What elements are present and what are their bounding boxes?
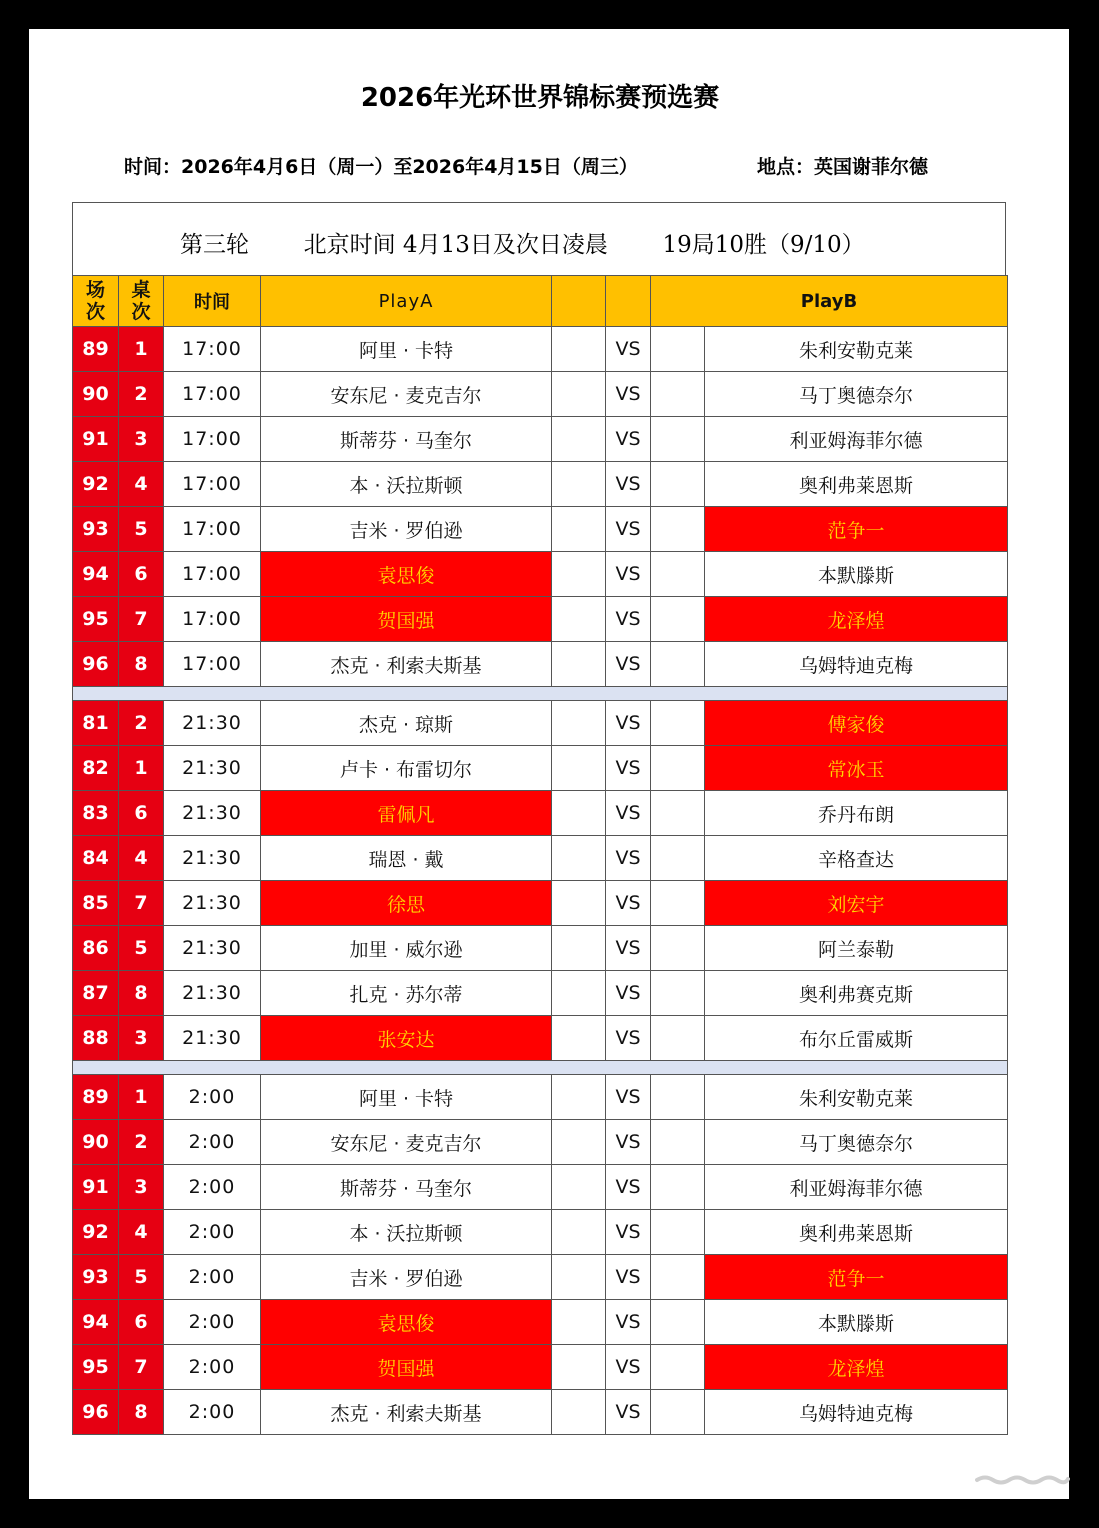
score-b bbox=[651, 462, 705, 507]
player-a: 杰克 · 利索夫斯基 bbox=[261, 642, 552, 687]
table-number: 3 bbox=[119, 1165, 164, 1210]
match-number: 91 bbox=[73, 1165, 119, 1210]
player-a: 卢卡 · 布雷切尔 bbox=[261, 746, 552, 791]
match-time: 2:00 bbox=[164, 1120, 261, 1165]
vs-label: VS bbox=[606, 926, 651, 971]
vs-label: VS bbox=[606, 327, 651, 372]
score-b bbox=[651, 1255, 705, 1300]
vs-label: VS bbox=[606, 642, 651, 687]
match-number: 87 bbox=[73, 971, 119, 1016]
player-a: 本 · 沃拉斯顿 bbox=[261, 1210, 552, 1255]
table-number: 2 bbox=[119, 1120, 164, 1165]
vs-label: VS bbox=[606, 507, 651, 552]
player-a: 吉米 · 罗伯逊 bbox=[261, 1255, 552, 1300]
score-b bbox=[651, 1390, 705, 1435]
match-time: 17:00 bbox=[164, 327, 261, 372]
table-number: 3 bbox=[119, 1016, 164, 1061]
table-number: 8 bbox=[119, 1390, 164, 1435]
table-number: 7 bbox=[119, 881, 164, 926]
score-b bbox=[651, 642, 705, 687]
header-time: 时间 bbox=[164, 276, 261, 327]
score-b bbox=[651, 552, 705, 597]
match-time: 21:30 bbox=[164, 791, 261, 836]
player-b: 范争一 bbox=[705, 507, 1008, 552]
round-format: 19局10胜（9/10） bbox=[662, 232, 865, 258]
score-a bbox=[552, 791, 606, 836]
match-time: 2:00 bbox=[164, 1255, 261, 1300]
vs-label: VS bbox=[606, 552, 651, 597]
session-separator-cell bbox=[73, 687, 1008, 701]
match-time: 2:00 bbox=[164, 1210, 261, 1255]
vs-label: VS bbox=[606, 791, 651, 836]
score-a bbox=[552, 507, 606, 552]
table-row bbox=[73, 417, 1008, 462]
match-number: 96 bbox=[73, 642, 119, 687]
table-row bbox=[73, 1120, 1008, 1165]
match-time: 17:00 bbox=[164, 642, 261, 687]
table-number: 6 bbox=[119, 1300, 164, 1345]
match-number: 88 bbox=[73, 1016, 119, 1061]
table-header-row bbox=[73, 276, 1008, 327]
table-row bbox=[73, 507, 1008, 552]
page-title: 2026年光环世界锦标赛预选赛 bbox=[360, 83, 720, 113]
table-row bbox=[73, 1390, 1008, 1435]
vs-label: VS bbox=[606, 1210, 651, 1255]
player-b: 乔丹布朗 bbox=[705, 791, 1008, 836]
vs-label: VS bbox=[606, 462, 651, 507]
table-number: 5 bbox=[119, 926, 164, 971]
header-table-no-label: 桌次 bbox=[131, 279, 151, 323]
player-b: 龙泽煌 bbox=[705, 1345, 1008, 1390]
vs-label: VS bbox=[606, 746, 651, 791]
score-b bbox=[651, 1345, 705, 1390]
player-b: 乌姆特迪克梅 bbox=[705, 1390, 1008, 1435]
match-number: 92 bbox=[73, 1210, 119, 1255]
player-b: 范争一 bbox=[705, 1255, 1008, 1300]
table-row bbox=[73, 552, 1008, 597]
match-time: 21:30 bbox=[164, 746, 261, 791]
player-b: 奥利弗莱恩斯 bbox=[705, 462, 1008, 507]
event-location: 地点：英国谢菲尔德 bbox=[757, 156, 929, 178]
player-b: 朱利安勒克莱 bbox=[705, 1075, 1008, 1120]
match-number: 85 bbox=[73, 881, 119, 926]
match-number: 82 bbox=[73, 746, 119, 791]
header-match-no bbox=[73, 276, 119, 327]
match-time: 2:00 bbox=[164, 1075, 261, 1120]
vs-label: VS bbox=[606, 1255, 651, 1300]
player-a: 加里 · 威尔逊 bbox=[261, 926, 552, 971]
player-b: 刘宏宇 bbox=[705, 881, 1008, 926]
player-b: 利亚姆海菲尔德 bbox=[705, 1165, 1008, 1210]
player-b: 本默滕斯 bbox=[705, 552, 1008, 597]
score-b bbox=[651, 327, 705, 372]
match-number: 89 bbox=[73, 327, 119, 372]
vs-label: VS bbox=[606, 597, 651, 642]
score-b bbox=[651, 971, 705, 1016]
event-dates: 时间：2026年4月6日（周一）至2026年4月15日（周三） bbox=[124, 156, 638, 178]
table-number: 4 bbox=[119, 1210, 164, 1255]
player-a: 阿里 · 卡特 bbox=[261, 327, 552, 372]
player-b: 布尔丘雷威斯 bbox=[705, 1016, 1008, 1061]
score-a bbox=[552, 1390, 606, 1435]
table-number: 2 bbox=[119, 372, 164, 417]
table-row bbox=[73, 701, 1008, 746]
table-number: 8 bbox=[119, 642, 164, 687]
player-a: 张安达 bbox=[261, 1016, 552, 1061]
score-b bbox=[651, 1120, 705, 1165]
match-time: 21:30 bbox=[164, 701, 261, 746]
player-b: 马丁奥德奈尔 bbox=[705, 372, 1008, 417]
score-a bbox=[552, 372, 606, 417]
player-a: 徐思 bbox=[261, 881, 552, 926]
score-a bbox=[552, 642, 606, 687]
table-number: 5 bbox=[119, 1255, 164, 1300]
match-time: 21:30 bbox=[164, 836, 261, 881]
session-separator-cell bbox=[73, 1061, 1008, 1075]
match-number: 96 bbox=[73, 1390, 119, 1435]
player-a: 安东尼 · 麦克吉尔 bbox=[261, 1120, 552, 1165]
player-b: 本默滕斯 bbox=[705, 1300, 1008, 1345]
score-a bbox=[552, 926, 606, 971]
table-row bbox=[73, 462, 1008, 507]
player-a: 扎克 · 苏尔蒂 bbox=[261, 971, 552, 1016]
player-b: 常冰玉 bbox=[705, 746, 1008, 791]
score-a bbox=[552, 1300, 606, 1345]
score-a bbox=[552, 597, 606, 642]
table-row bbox=[73, 971, 1008, 1016]
player-a: 袁思俊 bbox=[261, 1300, 552, 1345]
match-time: 21:30 bbox=[164, 881, 261, 926]
score-a bbox=[552, 746, 606, 791]
vs-label: VS bbox=[606, 881, 651, 926]
score-b bbox=[651, 881, 705, 926]
score-a bbox=[552, 1255, 606, 1300]
table-row bbox=[73, 642, 1008, 687]
match-time: 2:00 bbox=[164, 1300, 261, 1345]
table-row bbox=[73, 372, 1008, 417]
table-number: 8 bbox=[119, 971, 164, 1016]
player-a: 阿里 · 卡特 bbox=[261, 1075, 552, 1120]
match-number: 90 bbox=[73, 372, 119, 417]
table-row bbox=[73, 836, 1008, 881]
vs-label: VS bbox=[606, 1016, 651, 1061]
vs-label: VS bbox=[606, 1345, 651, 1390]
table-number: 4 bbox=[119, 462, 164, 507]
match-time: 17:00 bbox=[164, 552, 261, 597]
score-b bbox=[651, 597, 705, 642]
player-b: 马丁奥德奈尔 bbox=[705, 1120, 1008, 1165]
match-number: 94 bbox=[73, 552, 119, 597]
player-a: 杰克 · 利索夫斯基 bbox=[261, 1390, 552, 1435]
score-b bbox=[651, 836, 705, 881]
player-a: 瑞恩 · 戴 bbox=[261, 836, 552, 881]
score-a bbox=[552, 836, 606, 881]
score-a bbox=[552, 552, 606, 597]
score-b bbox=[651, 926, 705, 971]
player-a: 贺国强 bbox=[261, 1345, 552, 1390]
score-a bbox=[552, 1210, 606, 1255]
table-number: 2 bbox=[119, 701, 164, 746]
match-number: 90 bbox=[73, 1120, 119, 1165]
session-separator bbox=[73, 1061, 1008, 1075]
player-a: 贺国强 bbox=[261, 597, 552, 642]
header-blank-a bbox=[552, 276, 606, 327]
match-number: 91 bbox=[73, 417, 119, 462]
score-a bbox=[552, 1016, 606, 1061]
score-a bbox=[552, 1165, 606, 1210]
player-b: 奥利弗莱恩斯 bbox=[705, 1210, 1008, 1255]
match-time: 17:00 bbox=[164, 462, 261, 507]
match-number: 95 bbox=[73, 597, 119, 642]
vs-label: VS bbox=[606, 701, 651, 746]
match-number: 93 bbox=[73, 1255, 119, 1300]
match-number: 81 bbox=[73, 701, 119, 746]
score-b bbox=[651, 1075, 705, 1120]
table-number: 1 bbox=[119, 1075, 164, 1120]
table-number: 7 bbox=[119, 597, 164, 642]
table-row bbox=[73, 1210, 1008, 1255]
score-a bbox=[552, 462, 606, 507]
vs-label: VS bbox=[606, 1300, 651, 1345]
header-player-b: PlayB bbox=[651, 276, 1008, 327]
score-b bbox=[651, 372, 705, 417]
score-b bbox=[651, 1016, 705, 1061]
table-number: 6 bbox=[119, 791, 164, 836]
match-time: 17:00 bbox=[164, 372, 261, 417]
table-row bbox=[73, 746, 1008, 791]
header-blank-vs bbox=[606, 276, 651, 327]
score-a bbox=[552, 701, 606, 746]
table-number: 1 bbox=[119, 746, 164, 791]
score-a bbox=[552, 1120, 606, 1165]
vs-label: VS bbox=[606, 372, 651, 417]
score-a bbox=[552, 971, 606, 1016]
header-table-no bbox=[119, 276, 164, 327]
session-separator bbox=[73, 687, 1008, 701]
score-b bbox=[651, 1165, 705, 1210]
match-number: 84 bbox=[73, 836, 119, 881]
match-time: 21:30 bbox=[164, 1016, 261, 1061]
round-name: 第三轮 bbox=[180, 232, 249, 258]
table-row bbox=[73, 327, 1008, 372]
vs-label: VS bbox=[606, 971, 651, 1016]
player-b: 阿兰泰勒 bbox=[705, 926, 1008, 971]
score-a bbox=[552, 881, 606, 926]
header-player-a: PlayA bbox=[261, 276, 552, 327]
player-a: 雷佩凡 bbox=[261, 791, 552, 836]
table-row bbox=[73, 1016, 1008, 1061]
match-time: 17:00 bbox=[164, 507, 261, 552]
table-number: 1 bbox=[119, 327, 164, 372]
table-number: 6 bbox=[119, 552, 164, 597]
round-header bbox=[180, 226, 865, 259]
score-a bbox=[552, 417, 606, 462]
vs-label: VS bbox=[606, 1390, 651, 1435]
player-b: 辛格查达 bbox=[705, 836, 1008, 881]
table-number: 3 bbox=[119, 417, 164, 462]
vs-label: VS bbox=[606, 1165, 651, 1210]
match-number: 86 bbox=[73, 926, 119, 971]
match-time: 17:00 bbox=[164, 417, 261, 462]
table-row bbox=[73, 1165, 1008, 1210]
player-a: 吉米 · 罗伯逊 bbox=[261, 507, 552, 552]
player-b: 傅家俊 bbox=[705, 701, 1008, 746]
match-number: 93 bbox=[73, 507, 119, 552]
table-row bbox=[73, 1345, 1008, 1390]
table-row bbox=[73, 1255, 1008, 1300]
player-b: 朱利安勒克莱 bbox=[705, 327, 1008, 372]
match-time: 17:00 bbox=[164, 597, 261, 642]
player-b: 龙泽煌 bbox=[705, 597, 1008, 642]
score-b bbox=[651, 791, 705, 836]
player-b: 乌姆特迪克梅 bbox=[705, 642, 1008, 687]
vs-label: VS bbox=[606, 836, 651, 881]
player-a: 杰克 · 琼斯 bbox=[261, 701, 552, 746]
match-number: 95 bbox=[73, 1345, 119, 1390]
table-row bbox=[73, 597, 1008, 642]
score-a bbox=[552, 1075, 606, 1120]
player-a: 安东尼 · 麦克吉尔 bbox=[261, 372, 552, 417]
table-row bbox=[73, 1300, 1008, 1345]
player-a: 本 · 沃拉斯顿 bbox=[261, 462, 552, 507]
score-b bbox=[651, 417, 705, 462]
match-time: 2:00 bbox=[164, 1345, 261, 1390]
vs-label: VS bbox=[606, 1120, 651, 1165]
vs-label: VS bbox=[606, 417, 651, 462]
score-b bbox=[651, 1300, 705, 1345]
header-match-no-label: 场次 bbox=[86, 279, 106, 323]
match-time: 21:30 bbox=[164, 926, 261, 971]
table-number: 4 bbox=[119, 836, 164, 881]
table-row bbox=[73, 926, 1008, 971]
match-number: 83 bbox=[73, 791, 119, 836]
schedule-table bbox=[72, 275, 1008, 1435]
round-beijing-time: 北京时间 4月13日及次日凌晨 bbox=[303, 232, 608, 258]
score-a bbox=[552, 327, 606, 372]
match-time: 2:00 bbox=[164, 1165, 261, 1210]
match-number: 92 bbox=[73, 462, 119, 507]
match-number: 94 bbox=[73, 1300, 119, 1345]
player-a: 斯蒂芬 · 马奎尔 bbox=[261, 417, 552, 462]
table-row bbox=[73, 881, 1008, 926]
table-row bbox=[73, 791, 1008, 836]
match-time: 2:00 bbox=[164, 1390, 261, 1435]
score-b bbox=[651, 507, 705, 552]
score-b bbox=[651, 701, 705, 746]
table-number: 7 bbox=[119, 1345, 164, 1390]
score-b bbox=[651, 746, 705, 791]
player-a: 斯蒂芬 · 马奎尔 bbox=[261, 1165, 552, 1210]
score-a bbox=[552, 1345, 606, 1390]
player-b: 奥利弗赛克斯 bbox=[705, 971, 1008, 1016]
signature-mark bbox=[975, 1473, 1070, 1485]
vs-label: VS bbox=[606, 1075, 651, 1120]
match-number: 89 bbox=[73, 1075, 119, 1120]
player-a: 袁思俊 bbox=[261, 552, 552, 597]
table-row bbox=[73, 1075, 1008, 1120]
match-time: 21:30 bbox=[164, 971, 261, 1016]
score-b bbox=[651, 1210, 705, 1255]
player-b: 利亚姆海菲尔德 bbox=[705, 417, 1008, 462]
table-number: 5 bbox=[119, 507, 164, 552]
